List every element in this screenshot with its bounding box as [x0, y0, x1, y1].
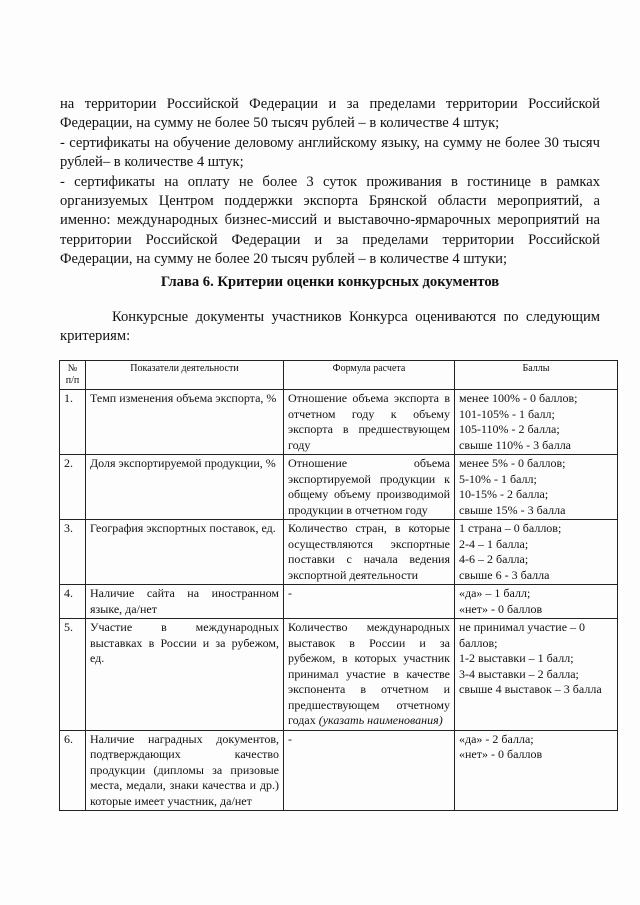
formula-cell — [284, 730, 455, 811]
points-line: 10-15% - 2 балла; — [459, 487, 549, 501]
indicator-cell: Темп изменения объема экспорта, % — [86, 390, 284, 455]
criteria-table — [59, 360, 618, 811]
points-cell — [455, 730, 618, 811]
points-line: 2-4 – 1 балла; — [459, 536, 529, 551]
indicator-cell: Наличие сайта на иностранном языке, да/нет — [86, 585, 284, 619]
table-row — [60, 520, 618, 585]
chapter-title: Глава 6. Критерии оценки конкурсных документов — [160, 274, 500, 290]
points-line: 101-105% - 1 балл; — [459, 406, 555, 421]
points-line: 1 страна – 0 баллов; — [459, 521, 562, 535]
body-text — [60, 95, 600, 270]
points-line: «да» - 2 балла; — [459, 731, 534, 746]
row-number: 4. — [60, 585, 86, 619]
table-row — [60, 585, 618, 619]
header-num-line1: № — [67, 363, 78, 374]
formula-cell — [284, 455, 455, 520]
row-number: 6. — [60, 730, 86, 811]
header-formula: Формула расчета — [284, 361, 455, 390]
formula-cell — [284, 619, 455, 731]
points-line: «нет» - 0 баллов — [459, 601, 543, 616]
formula-cell — [284, 390, 455, 455]
table-row — [60, 730, 618, 811]
points-line: «нет» - 0 баллов — [459, 747, 543, 761]
table-row — [60, 390, 618, 455]
paragraph: - сертификаты на обучение деловому английскому языку, на сумму не более 30 тысяч рублей– в количестве 4 штук; — [60, 134, 600, 171]
header-indicator: Показатели деятельности — [86, 361, 284, 390]
points-line: не принимал участие – 0 баллов; — [459, 620, 586, 650]
points-cell — [455, 455, 618, 520]
formula-text: Количество международных выставок в России и за рубежом, в которых участник принимал участие в качестве экспонента в отчетном и предшествующем отчетному годах — [288, 620, 450, 727]
row-number: 2. — [60, 455, 86, 520]
row-number: 1. — [60, 390, 86, 455]
points-cell — [455, 619, 618, 731]
formula-text: - — [288, 731, 292, 746]
points-line: 1-2 выставки – 1 балл; — [459, 651, 574, 665]
formula-text: - — [288, 586, 292, 600]
indicator-cell: Участие в международных выставках в России и за рубежом, ед. — [86, 619, 284, 731]
formula-text: Отношение объема экспортируемой продукции к общему объему производимой продукции в отчетном году — [288, 456, 450, 517]
formula-cell — [284, 520, 455, 585]
header-points: Баллы — [455, 361, 618, 390]
formula-note: (указать наименования) — [318, 713, 443, 727]
indicator-cell: Доля экспортируемой продукции, % — [86, 455, 284, 520]
row-number: 5. — [60, 619, 86, 731]
points-cell — [455, 520, 618, 585]
table-header-row — [60, 361, 618, 390]
paragraph: на территории Российской Федерации и за пределами территории Российской Федерации, на сумму не более 50 тысяч рублей – в количестве 4 штук; — [60, 96, 600, 132]
formula-text: Количество стран, в которые осуществляются экспортные поставки с начала ведения экспортной деятельности — [288, 521, 450, 582]
points-line: менее 100% - 0 баллов; — [459, 391, 578, 405]
points-line: 105-110% - 2 балла; — [459, 422, 560, 436]
points-line: менее 5% - 0 баллов; — [459, 456, 566, 470]
points-line: свыше 110% - 3 балла — [459, 437, 572, 452]
header-num — [60, 361, 86, 390]
table-row — [60, 619, 618, 731]
points-line: 4-6 – 2 балла; — [459, 552, 529, 566]
points-line: свыше 15% - 3 балла — [459, 502, 566, 517]
points-cell — [455, 585, 618, 619]
points-line: свыше 4 выставок – 3 балла — [459, 682, 602, 696]
points-line: «да» – 1 балл; — [459, 586, 531, 600]
intro-paragraph: Конкурсные документы участников Конкурса оцениваются по следующим критериям: — [60, 309, 600, 345]
points-cell — [455, 390, 618, 455]
points-line: 5-10% - 1 балл; — [459, 471, 537, 486]
header-num-line2: п/п — [65, 375, 80, 386]
row-number: 3. — [60, 520, 86, 585]
indicator-cell: География экспортных поставок, ед. — [86, 520, 284, 585]
points-line: свыше 6 - 3 балла — [459, 567, 550, 582]
table-body — [60, 390, 618, 811]
table-row — [60, 455, 618, 520]
formula-cell — [284, 585, 455, 619]
formula-text: Отношение объема экспорта в отчетном году к объему экспорта в предшествующем году — [288, 391, 450, 452]
paragraph: - сертификаты на оплату не более 3 суток проживания в гостинице в рамках организуемых Центром поддержки экспорта Брянской области мероприятий, а именно: международных бизнес-миссий и выставочно-ярмарочных мероприятий на территории Российской Федерации и за пределами территории Российской Федерации, на сумму не более 20 тысяч рублей – в количестве 4 штуки; — [60, 173, 600, 268]
points-line: 3-4 выставки – 2 балла; — [459, 666, 579, 681]
indicator-cell: Наличие наградных документов, подтверждающих качество продукции (дипломы за призовые места, медали, знаки качества и др.) которые имеет участник, да/нет — [86, 730, 284, 811]
